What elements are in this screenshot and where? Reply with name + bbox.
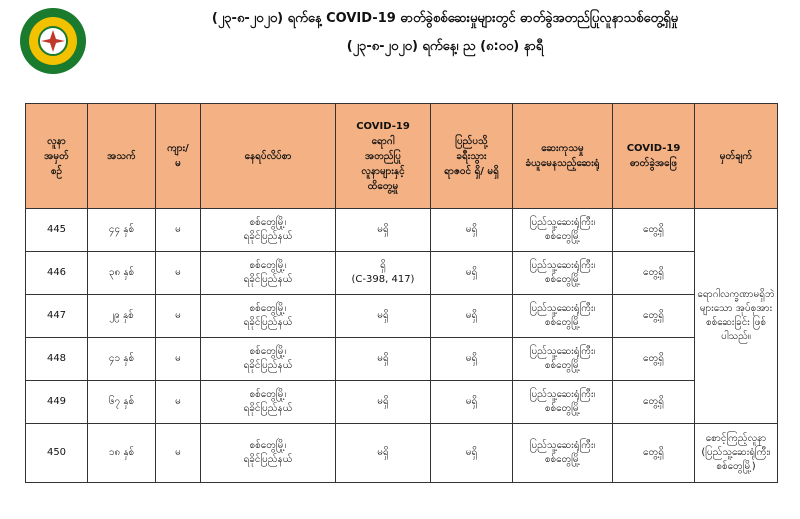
col-header-sex: ကျား/ မ xyxy=(156,104,201,209)
cell-travel: မရှိ xyxy=(431,381,513,424)
cell-hospital: ပြည်သူ့ဆေးရုံကြီး၊ စစ်တွေမြို့ xyxy=(513,209,613,252)
cell-hospital: ပြည်သူ့ဆေးရုံကြီး၊ စစ်တွေမြို့ xyxy=(513,338,613,381)
cell-sex: မ xyxy=(156,338,201,381)
cell-sex: မ xyxy=(156,209,201,252)
col-header-contact: COVID-19 ရောဂါ အတည်ပြု လူနာများနှင့် ထိတွေ့မှု xyxy=(336,104,431,209)
table-row xyxy=(26,338,778,381)
cell-travel: မရှိ xyxy=(431,295,513,338)
ministry-logo xyxy=(18,6,88,76)
cell-age: ၂၉ နှစ် xyxy=(88,295,156,338)
cell-hospital: ပြည်သူ့ဆေးရုံကြီး၊ စစ်တွေမြို့ xyxy=(513,424,613,483)
cell-age: ၆၇ နှစ် xyxy=(88,381,156,424)
cell-travel: မရှိ xyxy=(431,252,513,295)
cell-result: တွေ့ရှိ xyxy=(613,338,695,381)
cell-result: တွေ့ရှိ xyxy=(613,381,695,424)
table-row xyxy=(26,381,778,424)
cell-hospital: ပြည်သူ့ဆေးရုံကြီး၊ စစ်တွေမြို့ xyxy=(513,295,613,338)
cell-address: စစ်တွေမြို့၊ ရခိုင်ပြည်နယ် xyxy=(201,295,336,338)
col-header-hospital: ဆေးကုသမှု ခံယူမေနသည့်ဆေးရုံ xyxy=(513,104,613,209)
cell-result: တွေ့ရှိ xyxy=(613,209,695,252)
cases-table xyxy=(25,103,778,483)
cell-contact: မရှိ xyxy=(336,209,431,252)
page-title: (၂၃-၈-၂၀၂၀) ရက်နေ့ COVID-19 ဓာတ်ခွဲစစ်ဆေးမှုများတွင် ဓာတ်ခွဲအတည်ပြုလူနာသစ်တွေ့ရှိမှု xyxy=(211,11,679,26)
cell-travel: မရှိ xyxy=(431,209,513,252)
cell-no: 448 xyxy=(26,338,88,381)
page-subtitle: (၂၃-၈-၂၀၂၀) ရက်နေ့၊ ည (၈:၀၀) နာရီ xyxy=(346,39,544,54)
cell-sex: မ xyxy=(156,252,201,295)
table-row xyxy=(26,295,778,338)
cell-hospital: ပြည်သူ့ဆေးရုံကြီး၊ စစ်တွေမြို့ xyxy=(513,252,613,295)
col-header-result: COVID-19 ဓာတ်ခွဲအဖြေ xyxy=(613,104,695,209)
cell-contact: မရှိ xyxy=(336,424,431,483)
cell-address: စစ်တွေမြို့၊ ရခိုင်ပြည်နယ် xyxy=(201,209,336,252)
cell-age: ၄၁ နှစ် xyxy=(88,338,156,381)
cell-contact: ရှိ (C-398, 417) xyxy=(336,252,431,295)
table-row xyxy=(26,209,778,252)
cell-remark-group: ရောဂါလက္ခဏာမရှိဘဲ များသော အုပ်စုအား စစ်ဆေးခြင်း ဖြစ်ပါသည်။ xyxy=(695,209,778,424)
cell-address: စစ်တွေမြို့၊ ရခိုင်ပြည်နယ် xyxy=(201,424,336,483)
cell-hospital: ပြည်သူ့ဆေးရုံကြီး၊ စစ်တွေမြို့ xyxy=(513,381,613,424)
cell-address: စစ်တွေမြို့၊ ရခိုင်ပြည်နယ် xyxy=(201,338,336,381)
cell-contact: မရှိ xyxy=(336,338,431,381)
cell-no: 447 xyxy=(26,295,88,338)
table-row xyxy=(26,252,778,295)
cell-result: တွေ့ရှိ xyxy=(613,424,695,483)
cell-travel: မရှိ xyxy=(431,424,513,483)
cell-no: 449 xyxy=(26,381,88,424)
col-header-age: အသက် xyxy=(88,104,156,209)
cell-remark-last: စောင့်ကြည့်လူနာ (ပြည်သူ့ဆေးရုံကြီး၊ စစ်တွေမြို့) xyxy=(695,424,778,483)
cell-address: စစ်တွေမြို့၊ ရခိုင်ပြည်နယ် xyxy=(201,381,336,424)
cell-contact: မရှိ xyxy=(336,381,431,424)
col-header-address: နေရပ်လိပ်စာ xyxy=(201,104,336,209)
col-header-travel: ပြည်ပသို့ ခရီးသွား ရာဇဝင် ရှိ/ မရှိ xyxy=(431,104,513,209)
cell-no: 450 xyxy=(26,424,88,483)
cell-result: တွေ့ရှိ xyxy=(613,295,695,338)
cell-age: ၄၄ နှစ် xyxy=(88,209,156,252)
cell-sex: မ xyxy=(156,424,201,483)
col-header-remark: မှတ်ချက် xyxy=(695,104,778,209)
col-header-no: လူနာ အမှတ် စဉ် xyxy=(26,104,88,209)
cell-sex: မ xyxy=(156,381,201,424)
table-row xyxy=(26,424,778,483)
cell-sex: မ xyxy=(156,295,201,338)
table-header-row xyxy=(26,104,778,209)
cell-no: 446 xyxy=(26,252,88,295)
cell-travel: မရှိ xyxy=(431,338,513,381)
cell-age: ၁၈ နှစ် xyxy=(88,424,156,483)
cell-result: တွေ့ရှိ xyxy=(613,252,695,295)
cell-contact: မရှိ xyxy=(336,295,431,338)
cell-address: စစ်တွေမြို့၊ ရခိုင်ပြည်နယ် xyxy=(201,252,336,295)
cell-no: 445 xyxy=(26,209,88,252)
cell-age: ၃၈ နှစ် xyxy=(88,252,156,295)
